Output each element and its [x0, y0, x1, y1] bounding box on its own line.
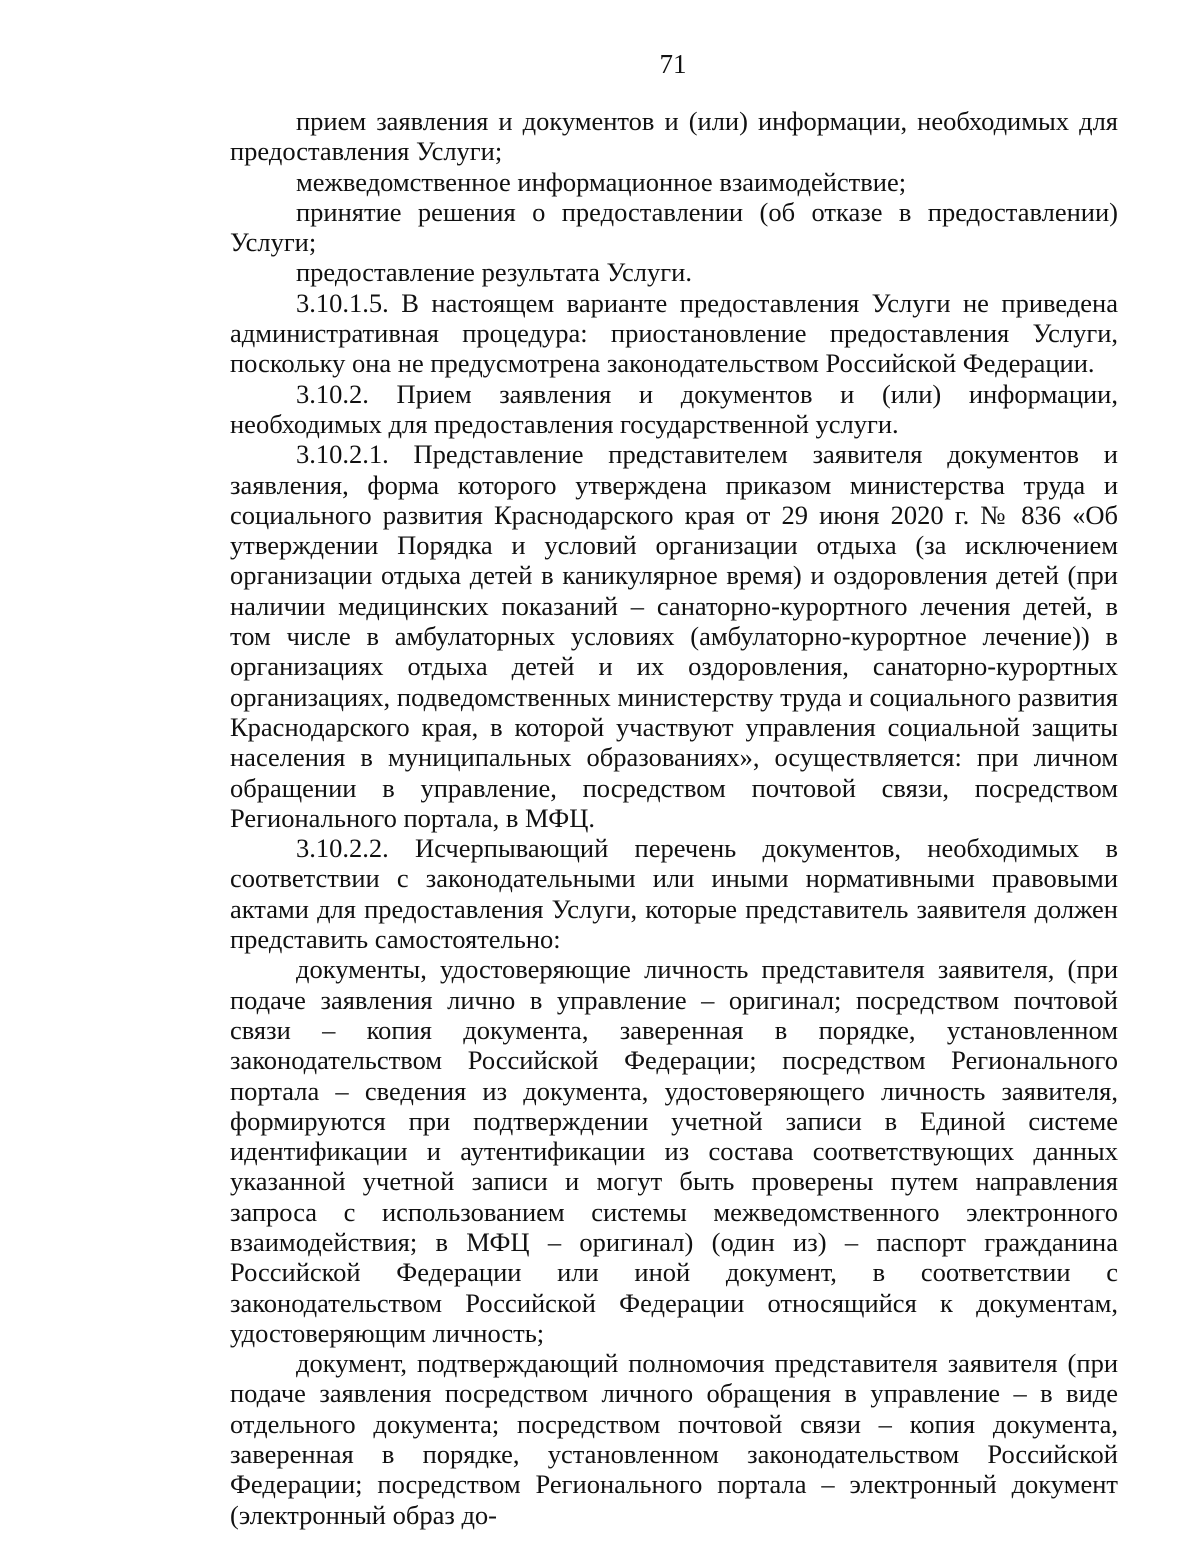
paragraph-identity-documents: документы, удостоверяющие личность представителя заявителя, (при подаче заявления лично в управление – оригинал; посредством почтовой связи – копия документа, заверенная в порядке, установленном законодательством Российской Федерации; посредством Регионального портала – сведения из документа, удостоверяющего личность заявителя, формируются при подтверждении учетной записи в Единой системе идентификации и аутентификации из состава соответствующих данных указанной учетной записи и могут быть проверены путем направления запроса с использованием системы межведомственного электронного взаимодействия; в МФЦ – оригинал) (один из) – паспорт гражданина Российской Федерации или иной документ, в соответствии с законодательством Российской Федерации относящийся к документам, удостоверяющим личность;: [230, 954, 1118, 1348]
page-number: 71: [659, 49, 687, 79]
paragraph-list-item-4: предоставление результата Услуги.: [296, 257, 692, 288]
paragraph-3-10-2: 3.10.2. Прием заявления и документов и (или) информации, необходимых для предоставления государственной услуги.: [230, 378, 1118, 439]
paragraph-3-10-2-1: 3.10.2.1. Представление представителем заявителя документов и заявления, форма которого утверждена приказом министерства труда и социального развития Краснодарского края от 29 июня 2020 г. № 836 «Об утверждении Порядка и условий организации отдыха (за исключением организации отдыха детей в каникулярное время) и оздоровления детей (при наличии медицинских показаний – санаторно-курортного лечения детей, в том числе в амбулаторных условиях (амбулаторно-курортное лечение)) в организациях отдыха детей и их оздоровления, санаторно-курортных организациях, подведомственных министерству труда и социального развития Краснодарского края, в которой участвуют управления социальной защиты населения в муниципальных образованиях», осуществляется: при личном обращении в управление, посредством почтовой связи, посредством Регионального портала, в МФЦ.: [230, 439, 1118, 833]
paragraph-3-10-1-5: 3.10.1.5. В настоящем варианте предоставления Услуги не приведена административная процедура: приостановление предоставления Услуги, поскольку она не предусмотрена законодательством Российской Федерации.: [230, 287, 1118, 379]
document-body: [230, 106, 1118, 1530]
paragraph-3-10-2-2: 3.10.2.2. Исчерпывающий перечень документов, необходимых в соответствии с законодательными или иными нормативными правовыми актами для предоставления Услуги, которые представитель заявителя должен представить самостоятельно:: [230, 833, 1118, 955]
paragraph-list-item-1: прием заявления и документов и (или) информации, необходимых для предоставления Услуги;: [230, 106, 1118, 167]
paragraph-list-item-2: межведомственное информационное взаимодействие;: [296, 166, 907, 197]
paragraph-authority-document: документ, подтверждающий полномочия представителя заявителя (при подаче заявления посредством личного обращения в управление – в виде отдельного документа; посредством почтовой связи – копия документа, заверенная в порядке, установленном законодательством Российской Федерации; посредством Регионального портала – электронный документ (электронный образ до-: [230, 1348, 1118, 1530]
paragraph-list-item-3: принятие решения о предоставлении (об отказе в предоставлении) Услуги;: [230, 196, 1118, 258]
